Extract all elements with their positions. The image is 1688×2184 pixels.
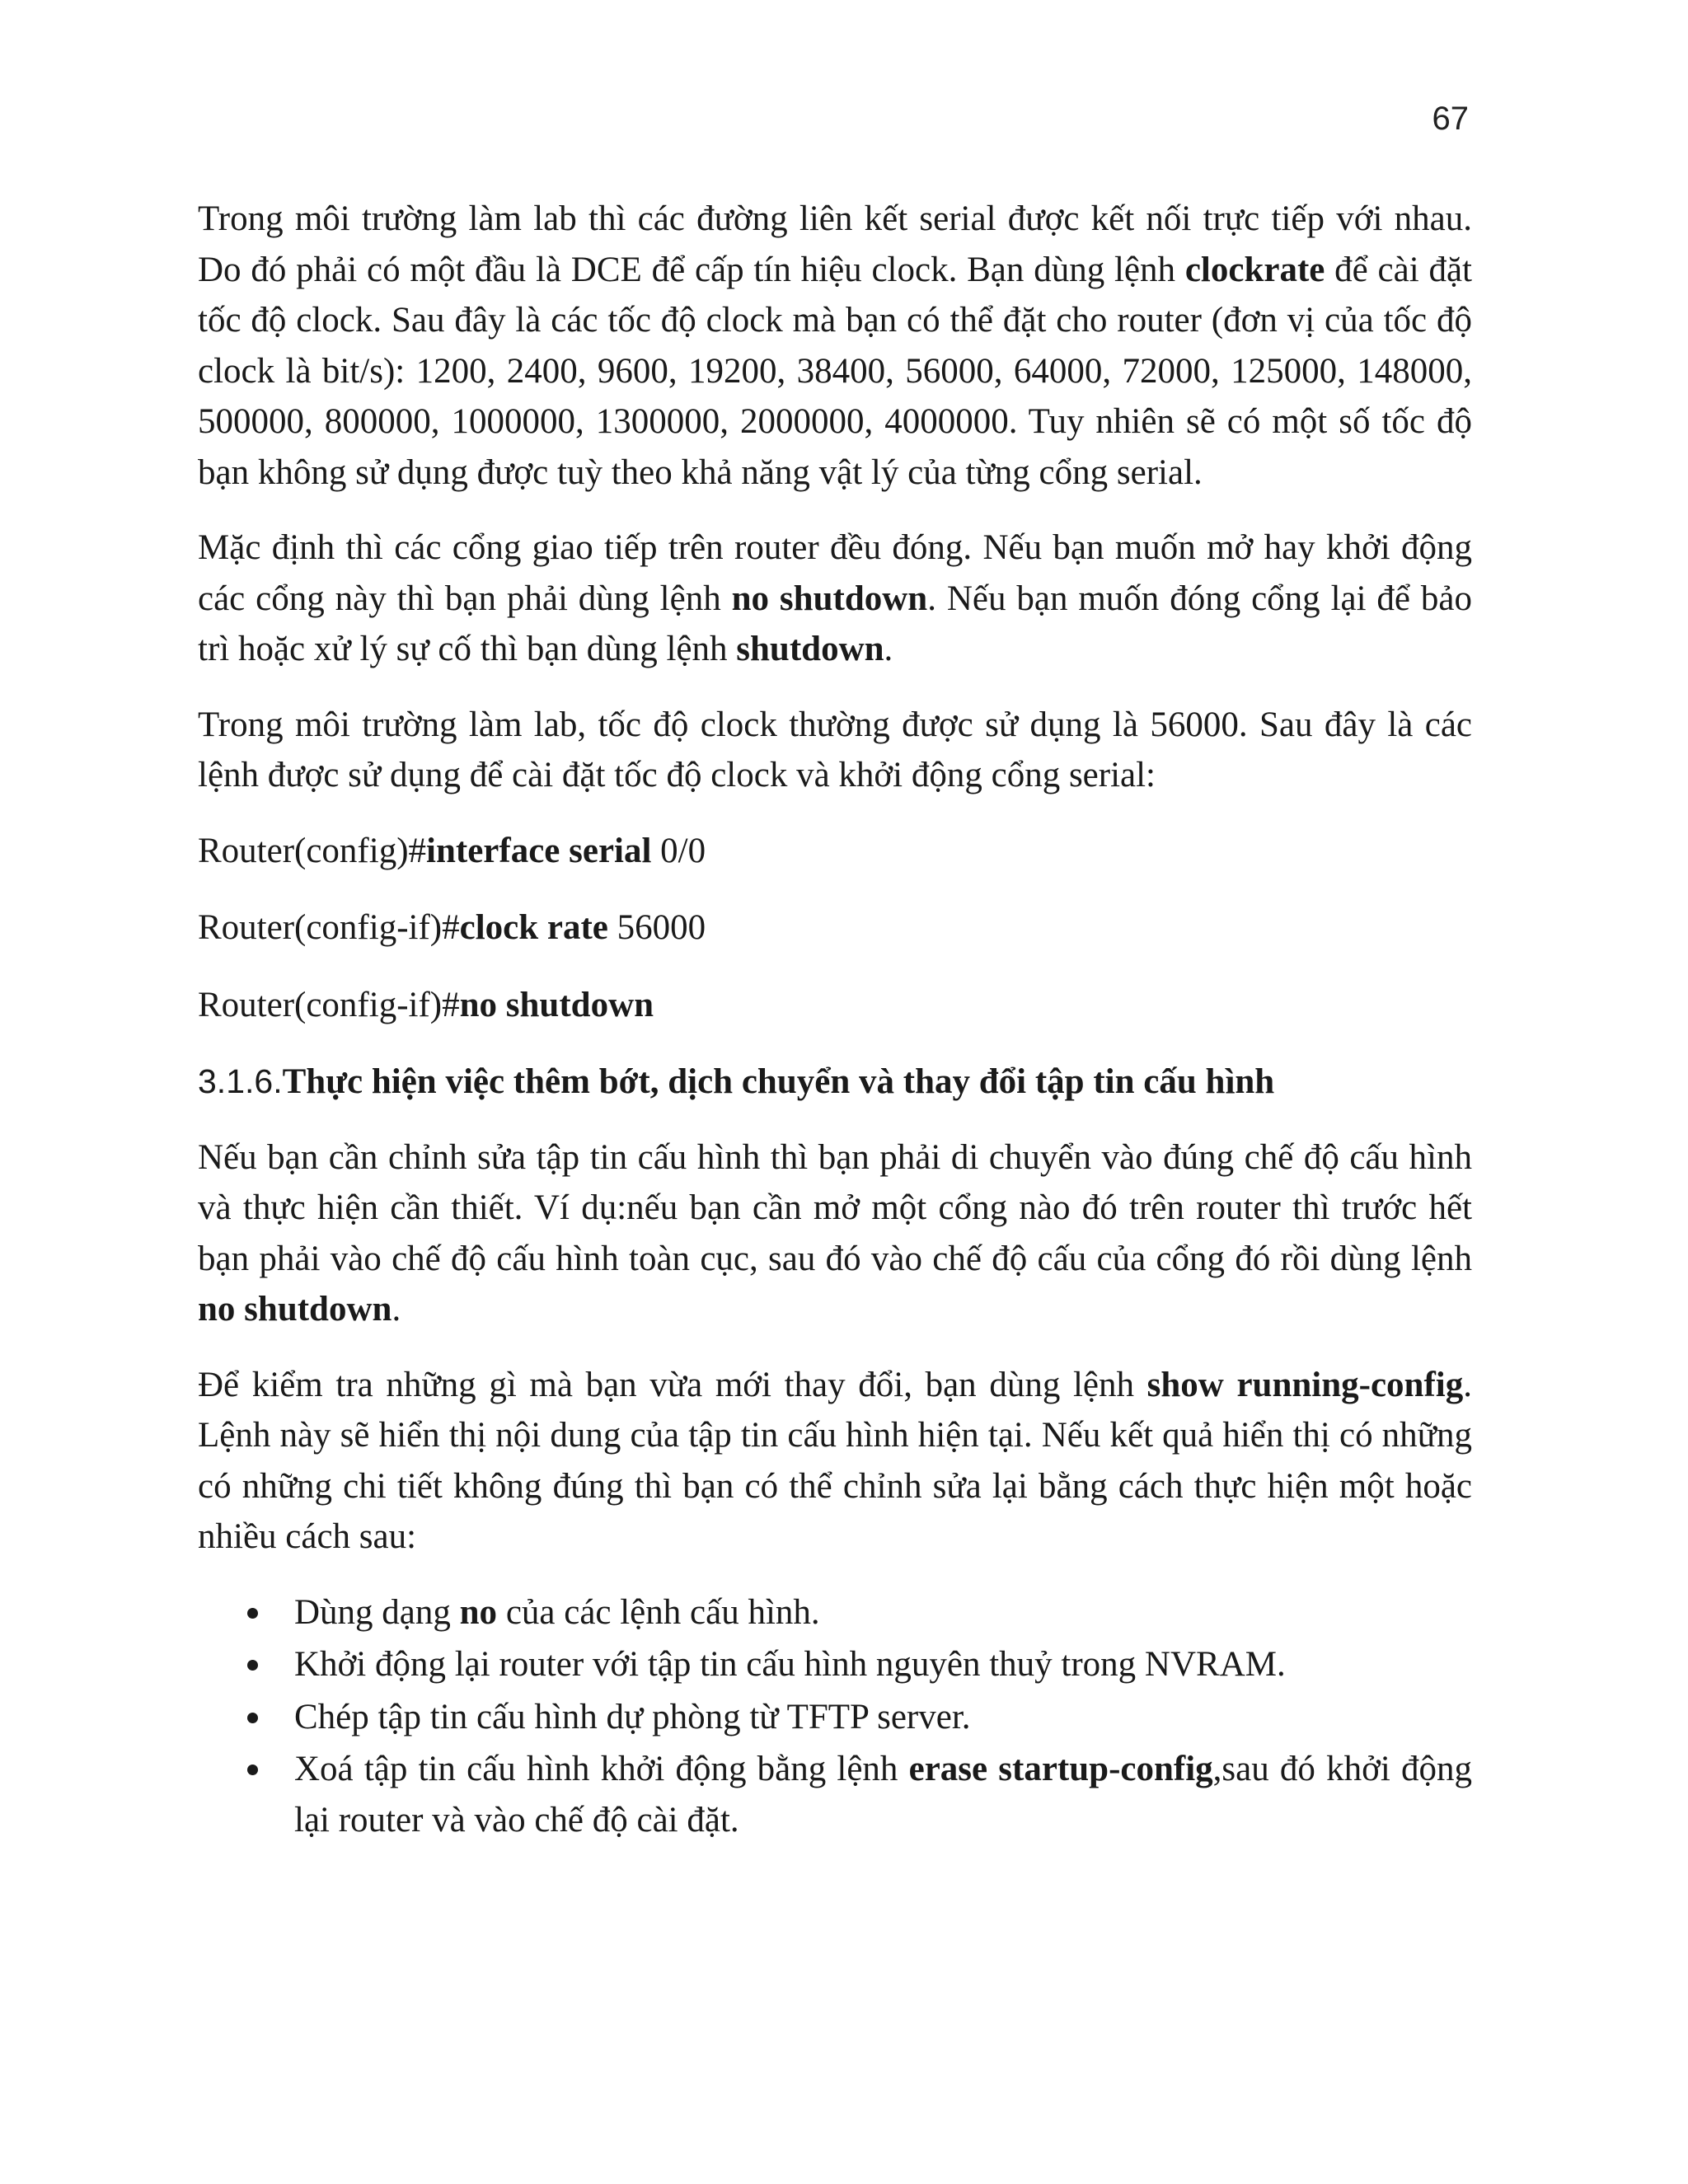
bold-command: clockrate (1184, 250, 1325, 289)
text: Trong môi trường làm lab, tốc độ clock thường được sử dụng là 56000. Sau đây là các lệnh được sử dụng để cài đặt tốc độ clock và khởi động cổng serial: (198, 705, 1472, 794)
text: . Nếu bạn muốn đóng cổng lại để bảo trì hoặc xử lý sự cố thì bạn dùng lệnh (198, 579, 1472, 668)
section-heading (198, 1057, 1472, 1108)
command-keyword: clock rate (459, 908, 608, 947)
bold-command: no shutdown (198, 1290, 392, 1329)
section-number: 3.1.6. (198, 1062, 283, 1100)
paragraph-show-running (198, 1360, 1472, 1563)
command-line (198, 980, 1472, 1031)
text: . Lệnh này sẽ hiển thị nội dung của tập tin cấu hình hiện tại. Nếu kết quả hiển thị có những có những chi tiết không đúng thì bạn có thể chỉnh sửa lại bằng cách thực hiện một hoặc nhiều cách sau: (198, 1365, 1472, 1556)
bullet-icon (247, 1765, 258, 1775)
bullet-icon (247, 1660, 258, 1671)
page-number: 67 (1432, 101, 1469, 137)
list-item (198, 1587, 1472, 1638)
paragraph-edit-config (198, 1132, 1472, 1335)
bullet-icon (247, 1608, 258, 1619)
text: của các lệnh cấu hình. (497, 1592, 820, 1632)
list-item (198, 1639, 1472, 1690)
page-content (198, 194, 1472, 1847)
command-line (198, 826, 1472, 877)
text: Khởi động lại router với tập tin cấu hình nguyên thuỷ trong NVRAM. (294, 1645, 1286, 1684)
section-title: Thực hiện việc thêm bớt, dịch chuyển và thay đổi tập tin cấu hình (282, 1062, 1275, 1101)
bold-command: no (459, 1592, 498, 1632)
command-prompt: Router(config-if)# (198, 908, 460, 947)
command-prompt: Router(config)# (198, 831, 427, 870)
command-argument: 0/0 (651, 831, 706, 870)
command-prompt: Router(config-if)# (198, 985, 460, 1024)
command-keyword: interface serial (426, 831, 652, 870)
list-item (198, 1744, 1472, 1845)
list-item (198, 1692, 1472, 1743)
command-argument: 56000 (607, 908, 706, 947)
text: Để kiểm tra những gì mà bạn vừa mới thay đổi, bạn dùng lệnh (198, 1365, 1147, 1404)
bold-command: erase startup-config (908, 1750, 1213, 1788)
text: Trong môi trường làm lab thì các đường liên kết serial được kết nối trực tiếp với nhau. Do đó phải có một đầu là DCE để cấp tín hiệu clock. Bạn dùng lệnh (198, 199, 1472, 289)
text: . (392, 1290, 401, 1329)
paragraph-shutdown (198, 523, 1472, 675)
paragraph-lab-clock (198, 700, 1472, 801)
bold-command: shutdown (736, 630, 884, 668)
bullet-list (198, 1587, 1472, 1846)
text: ,sau đó khởi động lại router và vào chế độ cài đặt. (294, 1750, 1472, 1840)
bold-command: show running-config (1146, 1365, 1464, 1404)
bold-command: no shutdown (731, 579, 928, 618)
command-keyword: no shutdown (459, 985, 654, 1024)
text: Mặc định thì các cổng giao tiếp trên router đều đóng. Nếu bạn muốn mở hay khởi động các cổng này thì bạn phải dùng lệnh (198, 528, 1472, 618)
text: Chép tập tin cấu hình dự phòng từ TFTP server. (294, 1697, 971, 1736)
text: Xoá tập tin cấu hình khởi động bằng lệnh (294, 1750, 909, 1788)
command-line (198, 902, 1472, 954)
text: . (884, 630, 893, 668)
paragraph-clockrate (198, 194, 1472, 498)
bullet-icon (247, 1713, 258, 1723)
text: Dùng dạng (294, 1592, 460, 1632)
text: để cài đặt tốc độ clock. Sau đây là các tốc độ clock mà bạn có thể đặt cho router (đơn vị của tốc độ clock là bit/s): 1200, 2400, 9600, 19200, 38400, 56000, 64000, 72000, 125000, 148000, 500000, 800000, 1000000, 1300000, 2000000, 4000000. Tuy nhiên sẽ có một số tốc độ bạn không sử dụng được tuỳ theo khả năng vật lý của từng cổng serial. (198, 250, 1472, 492)
text: Nếu bạn cần chỉnh sửa tập tin cấu hình thì bạn phải di chuyển vào đúng chế độ cấu hình và thực hiện cần thiết. Ví dụ:nếu bạn cần mở một cổng nào đó trên router thì trước hết bạn phải vào chế độ cấu hình toàn cục, sau đó vào chế độ cấu của cổng đó rồi dùng lệnh (198, 1137, 1472, 1278)
